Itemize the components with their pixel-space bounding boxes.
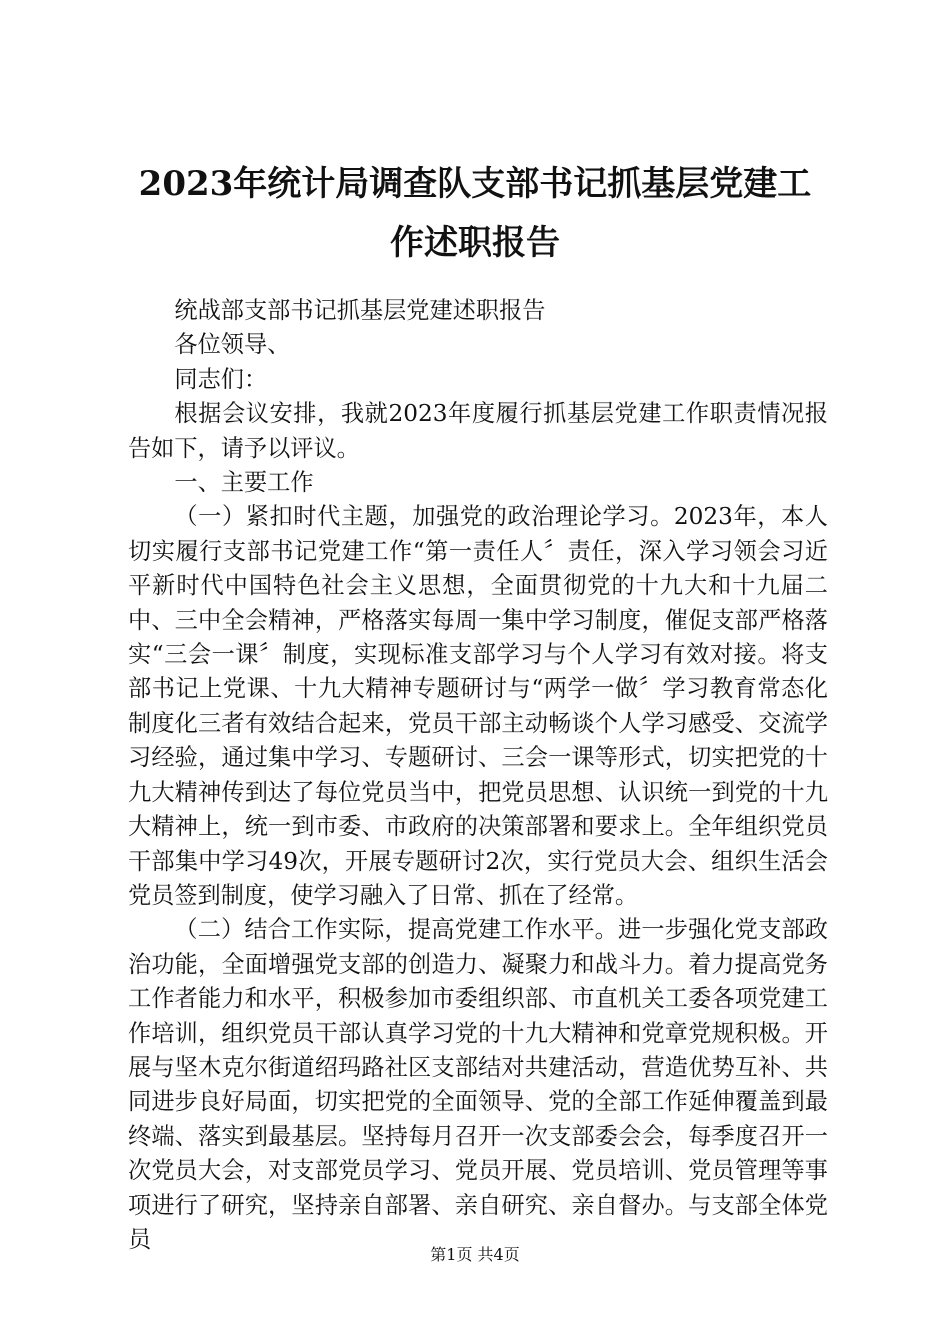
paragraph-section-1: （一）紧扣时代主题，加强党的政治理论学习。2023年，本人切实履行支部书记党建工作“第一责任人〞责任，深入学习领会习近平新时代中国特色社会主义思想，全面贯彻党的十九大和十九届二中、三中全会精神，严格落实每周一集中学习制度，催促支部严格落实“三会一课〞制度，实现标准支部学习与个人学习有效对接。将支部书记上党课、十九大精神专题研讨与“两学一做〞学习教育常态化制度化三者有效结合起来，党员干部主动畅谈个人学习感受、交流学习经验，通过集中学习、专题研讨、三会一课等形式，切实把党的十九大精神传到达了每位党员当中，把党员思想、认识统一到党的十九大精神上，统一到市委、市政府的决策部署和要求上。全年组织党员干部集中学习49次，开展专题研讨2次，实行党员大会、组织生活会党员签到制度，使学习融入了日常、抓在了经常。 — [128, 503, 828, 909]
paragraph-intro: 根据会议安排，我就2023年度履行抓基层党建工作职责情况报告如下，请予以评议。 — [128, 400, 828, 462]
document-title-line-2: 作述职报告 — [390, 223, 560, 263]
section-heading-main-work: 一、主要工作 — [174, 469, 314, 497]
document-title-line-1: 2023年统计局调查队支部书记抓基层党建工 — [138, 164, 812, 204]
paragraph-section-2: （二）结合工作实际，提高党建工作水平。进一步强化党支部政治功能，全面增强党支部的创造力、凝聚力和战斗力。着力提高党务工作者能力和水平，积极参加市委组织部、市直机关工委各项党建工作培训，组织党员干部认真学习党的十九大精神和党章党规积极。开展与坚木克尔街道绍玛路社区支部结对共建活动，营造优势互补、共同进步良好局面，切实把党的全面领导、党的全部工作延伸覆盖到最终端、落实到最基层。坚持每月召开一次支部委会会，每季度召开一次党员大会，对支部党员学习、党员开展、党员培训、党员管理等事项进行了研究，坚持亲自部署、亲自研究、亲自督办。与支部全体党员 — [128, 916, 828, 1253]
document-body — [128, 294, 828, 1257]
paragraph-salutation-comrades: 同志们： — [174, 365, 268, 393]
page-footer: 第1页 共4页 — [430, 1245, 520, 1264]
paragraph-salutation-leaders: 各位领导、 — [174, 331, 291, 359]
paragraph-subtitle: 统战部支部书记抓基层党建述职报告 — [174, 297, 546, 324]
